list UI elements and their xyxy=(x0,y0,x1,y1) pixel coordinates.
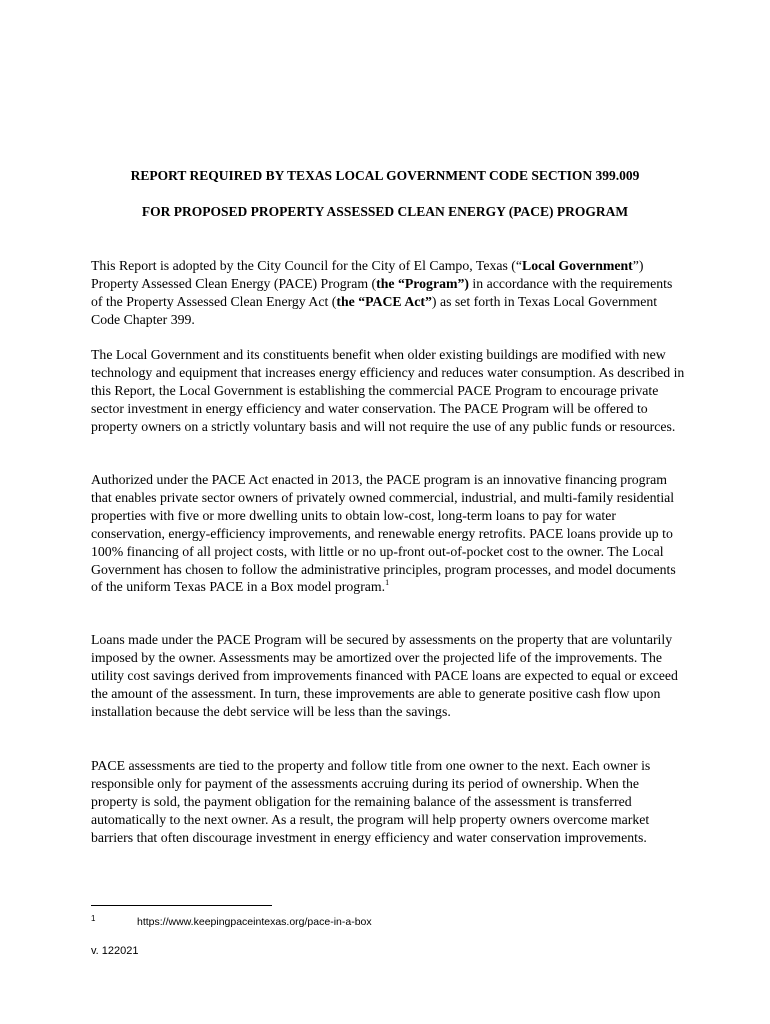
report-title: REPORT REQUIRED BY TEXAS LOCAL GOVERNMENT CODE SECTION 399.009 xyxy=(130,168,640,183)
paragraph-text: This Report is adopted by the City Council for the City of El Campo, Texas (“ xyxy=(91,258,523,273)
bold-term-program: the “Program”) xyxy=(376,275,469,291)
paragraph-assessments xyxy=(91,757,685,847)
footnote-link[interactable]: https://www.keepingpaceintexas.org/pace-in-a-box xyxy=(137,916,372,928)
paragraph-text: Loans made under the PACE Program will be secured by assessments on the property that are voluntarily imposed by the owner. Assessments may be amortized over the projected life of the improvements. The utility cost savings derived from improvements financed with PACE loans are expected to equal or exceed the amount of the assessment. In turn, these improvements are able to generate positive cash flow upon installation because the debt service will be less than the savings. xyxy=(91,632,678,719)
paragraph-text: in accordance with the requirements of the Property Assessed Clean Energy Act ( xyxy=(91,275,673,309)
paragraph-benefits xyxy=(91,346,685,436)
bold-term-pace-act: the “PACE Act” xyxy=(336,293,432,309)
paragraph-text: ”) Property Assessed Clean Energy (PACE) Program ( xyxy=(91,258,644,291)
paragraph-text: The Local Government and its constituents benefit when older existing buildings are modified with new technology and equipment that increases energy efficiency and reduces water consumption. As described in this Report, the Local Government is establishing the commercial PACE Program to encourage private sector investment in energy efficiency and water conservation. The PACE Program will be offered to property owners on a strictly voluntary basis and will not require the use of any public funds or resources. xyxy=(91,347,685,434)
version-label: v. 122021 xyxy=(91,945,139,957)
paragraph-authorization xyxy=(91,471,685,596)
paragraph-text: ) as set forth in Texas Local Government Code Chapter 399. xyxy=(91,293,658,327)
footnote-number: 1 xyxy=(91,914,96,923)
footnote xyxy=(91,914,372,928)
footnote-reference: 1 xyxy=(385,578,390,588)
bold-term-local-government: Local Government xyxy=(522,258,633,273)
paragraph-loans xyxy=(91,631,685,721)
paragraph-text: Authorized under the PACE Act enacted in 2013, the PACE program is an innovative financing program that enables private sector owners of privately owned commercial, industrial, and multi-family residential properties with five or more dwelling units to obtain low-cost, long-term loans to pay for water conservation, energy-efficiency improvements, and renewable energy retrofits. PACE loans provide up to 100% financing of all project costs, with little or no up-front out-of-pocket cost to the owner. The Local Government has chosen to follow the administrative principles, program processes, and model documents of the uniform Texas PACE in a Box model program. xyxy=(91,472,676,595)
footnote-separator xyxy=(91,905,272,906)
paragraph-introduction xyxy=(91,257,685,329)
report-subtitle: FOR PROPOSED PROPERTY ASSESSED CLEAN ENERGY (PACE) PROGRAM xyxy=(141,204,629,219)
paragraph-text: PACE assessments are tied to the property and follow title from one owner to the next. Each owner is responsible only for payment of the assessments accruing during its period of ownership. When the property is sold, the payment obligation for the remaining balance of the assessment is transferred automatically to the next owner. As a result, the program will help property owners overcome market barriers that often discourage investment in energy efficiency and water conservation improvements. xyxy=(91,758,651,845)
